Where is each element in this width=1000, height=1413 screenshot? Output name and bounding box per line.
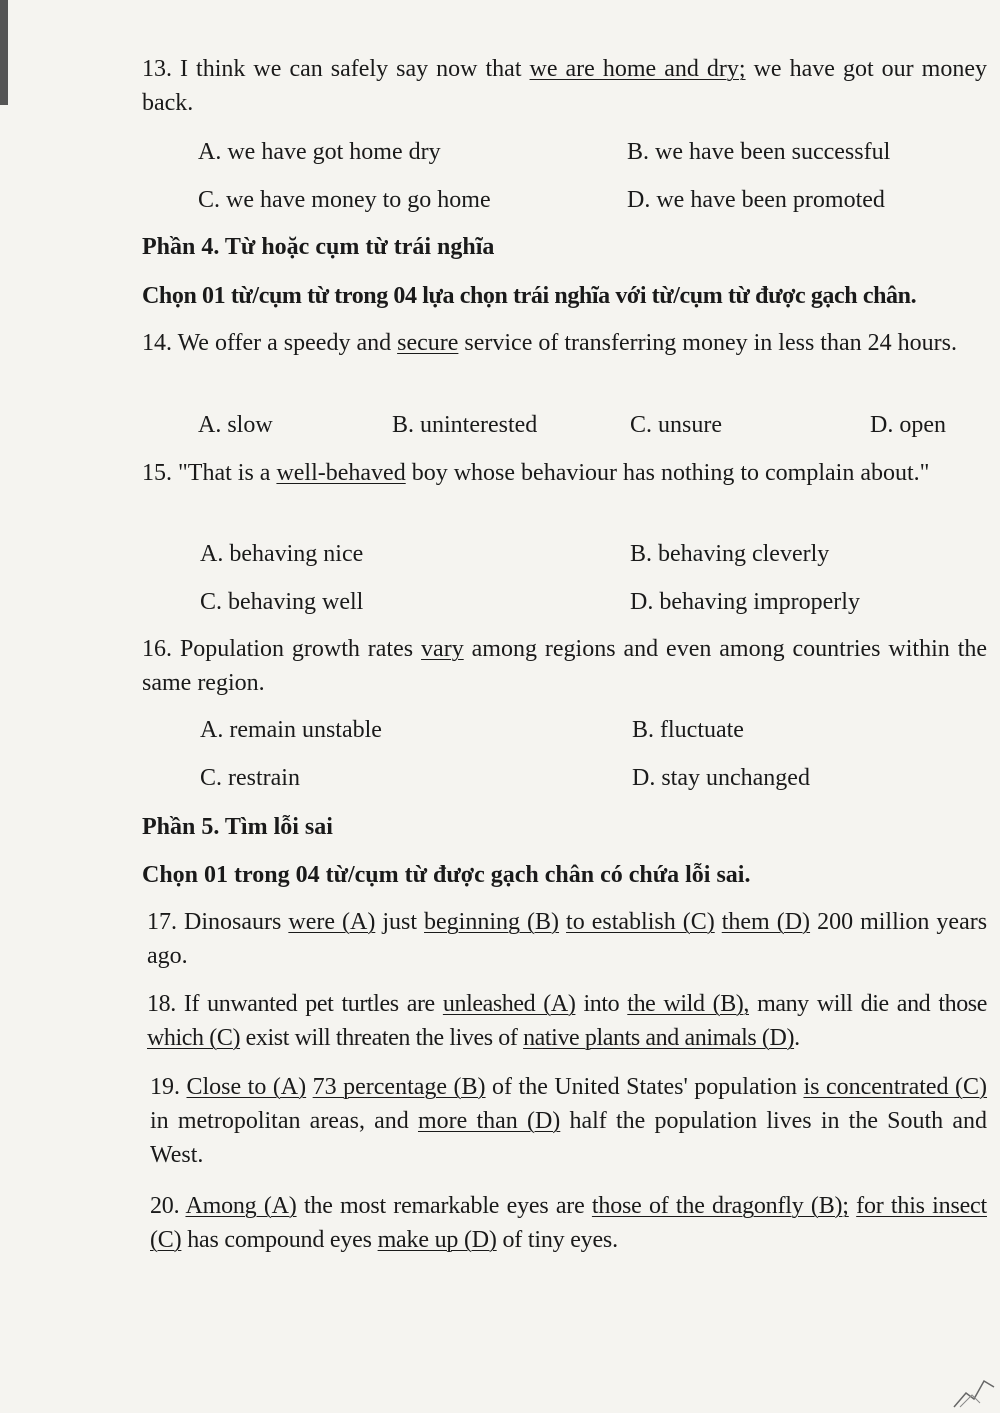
option-a[interactable]: A. slow: [198, 412, 273, 438]
underlined-part-b: 73 percentage (B): [312, 1074, 486, 1100]
option-b[interactable]: B. fluctuate: [632, 717, 744, 743]
question-14: 14. We offer a speedy and secure service of transferring money in less than 24 hours.: [142, 330, 957, 356]
option-d[interactable]: D. behaving improperly: [630, 589, 860, 615]
option-a[interactable]: A. we have got home dry: [198, 139, 441, 165]
part-5-title: Phần 5. Tìm lỗi sai: [142, 814, 333, 840]
question-13: 13. I think we can safely say now that we are home and dry; we have got our money back.: [142, 56, 987, 116]
underlined-part-c: to establish (C): [566, 909, 715, 935]
question-number: 16.: [142, 636, 172, 662]
option-d[interactable]: D. open: [870, 412, 946, 438]
underlined-part-a: Among (A): [185, 1193, 297, 1219]
underlined-part-c: for this insect (C): [150, 1193, 987, 1253]
question-number: 15.: [142, 460, 172, 486]
question-number: 19.: [150, 1074, 180, 1100]
question-number: 20.: [150, 1193, 180, 1219]
question-16: 16. Population growth rates vary among regions and even among countries within the same region.: [142, 636, 988, 696]
underlined-part-c: which (C): [147, 1025, 241, 1051]
option-c[interactable]: C. unsure: [630, 412, 722, 438]
option-c[interactable]: C. restrain: [200, 765, 300, 791]
option-a[interactable]: A. remain unstable: [200, 717, 382, 743]
underlined-part-d: make up (D): [377, 1227, 497, 1253]
underlined-part-a: Close to (A): [186, 1074, 307, 1100]
question-number: 18.: [147, 991, 176, 1017]
underlined-part-d: them (D): [721, 909, 811, 935]
question-number: 17.: [147, 909, 177, 935]
question-number: 14.: [142, 330, 172, 356]
question-15: 15. "That is a well-behaved boy whose behaviour has nothing to complain about.": [142, 460, 930, 486]
scan-corner-mark: [950, 1373, 996, 1409]
scan-edge-mark: [0, 0, 8, 105]
question-18: 18. If unwanted pet turtles are unleashed (A) into the wild (B), many will die and those which (C) exist will threaten the lives of native plants and animals (D).: [147, 991, 987, 1051]
option-d[interactable]: D. stay unchanged: [632, 765, 810, 791]
underlined-part-b: the wild (B),: [627, 991, 749, 1017]
option-b[interactable]: B. uninterested: [392, 412, 538, 438]
question-19: 19. Close to (A) 73 percentage (B) of the United States' population is concentrated (C) in metropolitan areas, and more than (D) half the population lives in the South and West.: [150, 1074, 988, 1168]
underlined-part-b: beginning (B): [424, 909, 560, 935]
option-b[interactable]: B. we have been successful: [627, 139, 891, 165]
option-b[interactable]: B. behaving cleverly: [630, 541, 830, 567]
question-20: 20. Among (A) the most remarkable eyes are those of the dragonfly (B); for this insect (C) has compound eyes make up (D) of tiny eyes.: [150, 1193, 987, 1253]
question-17: 17. Dinosaurs were (A) just beginning (B) to establish (C) them (D) 200 million years ago.: [147, 909, 988, 969]
underlined-word: vary: [421, 636, 464, 662]
underlined-part-b: those of the dragonfly (B);: [591, 1193, 849, 1219]
underlined-part-d: native plants and animals (D): [523, 1025, 795, 1051]
underlined-part-d: more than (D): [417, 1108, 561, 1134]
underlined-part-a: were (A): [288, 909, 376, 935]
underlined-word: secure: [397, 330, 459, 356]
option-c[interactable]: C. behaving well: [200, 589, 364, 615]
part-4-title: Phần 4. Từ hoặc cụm từ trái nghĩa: [142, 234, 495, 260]
part-5-instruction: Chọn 01 trong 04 từ/cụm từ được gạch chân có chứa lỗi sai.: [142, 862, 751, 888]
part-4-instruction: Chọn 01 từ/cụm từ trong 04 lựa chọn trái nghĩa với từ/cụm từ được gạch chân.: [142, 283, 917, 309]
option-a[interactable]: A. behaving nice: [200, 541, 364, 567]
question-number: 13.: [142, 56, 172, 82]
underlined-phrase: we are home and dry;: [529, 56, 746, 82]
option-d[interactable]: D. we have been promoted: [627, 187, 885, 213]
underlined-part-a: unleashed (A): [442, 991, 576, 1017]
option-c[interactable]: C. we have money to go home: [198, 187, 491, 213]
underlined-word: well-behaved: [276, 460, 406, 486]
underlined-part-c: is concentrated (C): [803, 1074, 988, 1100]
